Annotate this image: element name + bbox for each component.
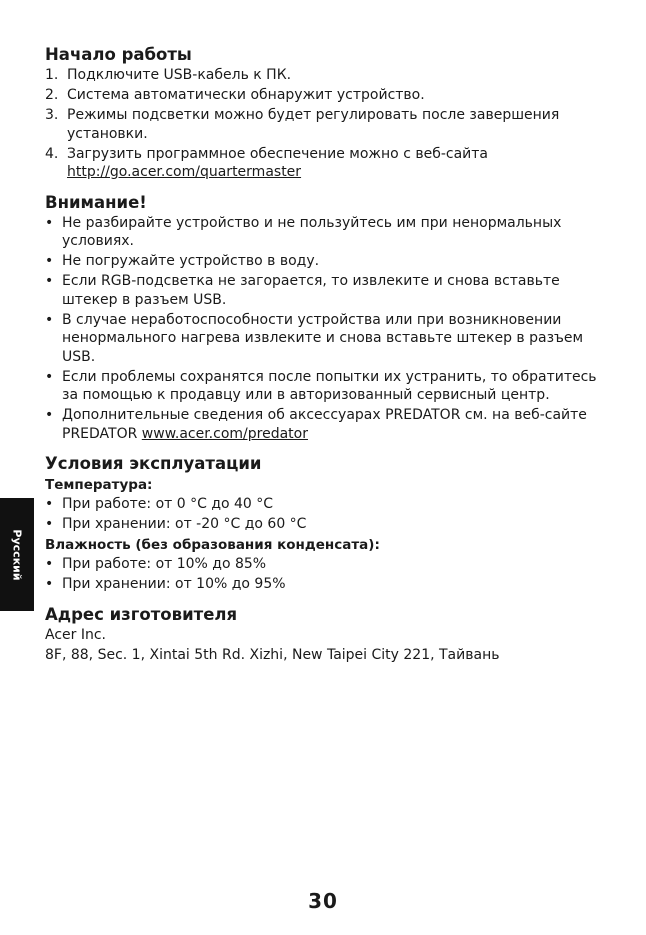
bullet-icon: • [45,214,54,231]
item-number: 2. [45,87,59,103]
item-text: В случае неработоспособности устройства или при возникновении ненормального нагрева извлеките и снова вставьте штекер в разъем USB. [62,311,584,365]
item-text: При хранении: от 10% до 95% [62,576,286,592]
item-text: Подключите USB-кабель к ПК. [67,67,292,83]
list-item [45,311,615,367]
bullet-icon: • [45,556,54,572]
list-item [45,214,615,251]
list-item [45,86,615,105]
bullet-icon: • [45,368,54,385]
item-number: 1. [45,67,59,83]
list-item [45,145,615,182]
predator-website-link[interactable]: www.acer.com/predator [141,425,308,442]
warning-list [45,214,615,444]
humidity-label: Влажность (без образования конденсата): [45,537,380,553]
quartermaster-download-link[interactable]: http://go.acer.com/quartermaster [67,164,302,180]
item-text: Если RGB-подсветка не загорается, то извлеките и снова вставьте штекер в разъем USB. [62,273,560,308]
getting-started-heading: Начало работы [45,45,192,64]
item-text: При хранении: от -20 °C до 60 °C [62,516,307,532]
item-text: Загрузить программное обеспечение можно с веб-сайта [67,145,489,162]
list-item [45,575,615,594]
bullet-icon: • [45,516,54,532]
list-item [45,515,615,534]
item-text: Не разбирайте устройство и не пользуйтесь им при ненормальных условиях. [62,214,562,249]
page-number: 30 [308,889,338,913]
language-side-tab [0,498,34,611]
bullet-icon: • [45,576,54,592]
list-item [45,252,615,271]
humidity-list [45,555,615,594]
item-text: Не погружайте устройство в воду. [62,253,320,269]
bullet-icon: • [45,407,54,423]
item-text: Дополнительные сведения об аксессуарах PREDATOR см. на веб-сайте PREDATOR [62,407,587,442]
temperature-label: Температура: [45,477,153,493]
list-item [45,406,615,443]
item-text: При работе: от 0 °C до 40 °C [62,496,274,512]
list-item [45,106,615,143]
item-text: Если проблемы сохранятся после попытки их устранить, то обратитесь за помощью к продавцу или в авторизованный сервисный центр. [62,368,597,403]
list-item [45,555,615,574]
list-item [45,368,615,405]
manufacturer-heading: Адрес изготовителя [45,604,238,624]
temperature-list [45,495,615,534]
item-number: 3. [45,107,59,123]
getting-started-list [45,66,615,182]
bullet-icon: • [45,311,54,328]
warning-heading: Внимание! [45,192,147,212]
list-item [45,272,615,309]
list-item [45,66,615,85]
language-tab-label: Русский [10,528,24,581]
item-text: При работе: от 10% до 85% [62,556,267,572]
list-item [45,495,615,514]
item-number: 4. [45,145,59,162]
operating-conditions-heading: Условия эксплуатации [45,454,262,473]
page-content [45,44,615,666]
manufacturer-address: 8F, 88, Sec. 1, Xintai 5th Rd. Xizhi, New Taipei City 221, Тайвань [45,646,500,663]
item-text: Режимы подсветки можно будет регулировать после завершения установки. [67,107,560,142]
item-text: Система автоматически обнаружит устройство. [67,87,425,103]
bullet-icon: • [45,253,54,269]
bullet-icon: • [45,496,54,512]
manufacturer-company: Acer Inc. [45,626,106,643]
bullet-icon: • [45,273,54,289]
